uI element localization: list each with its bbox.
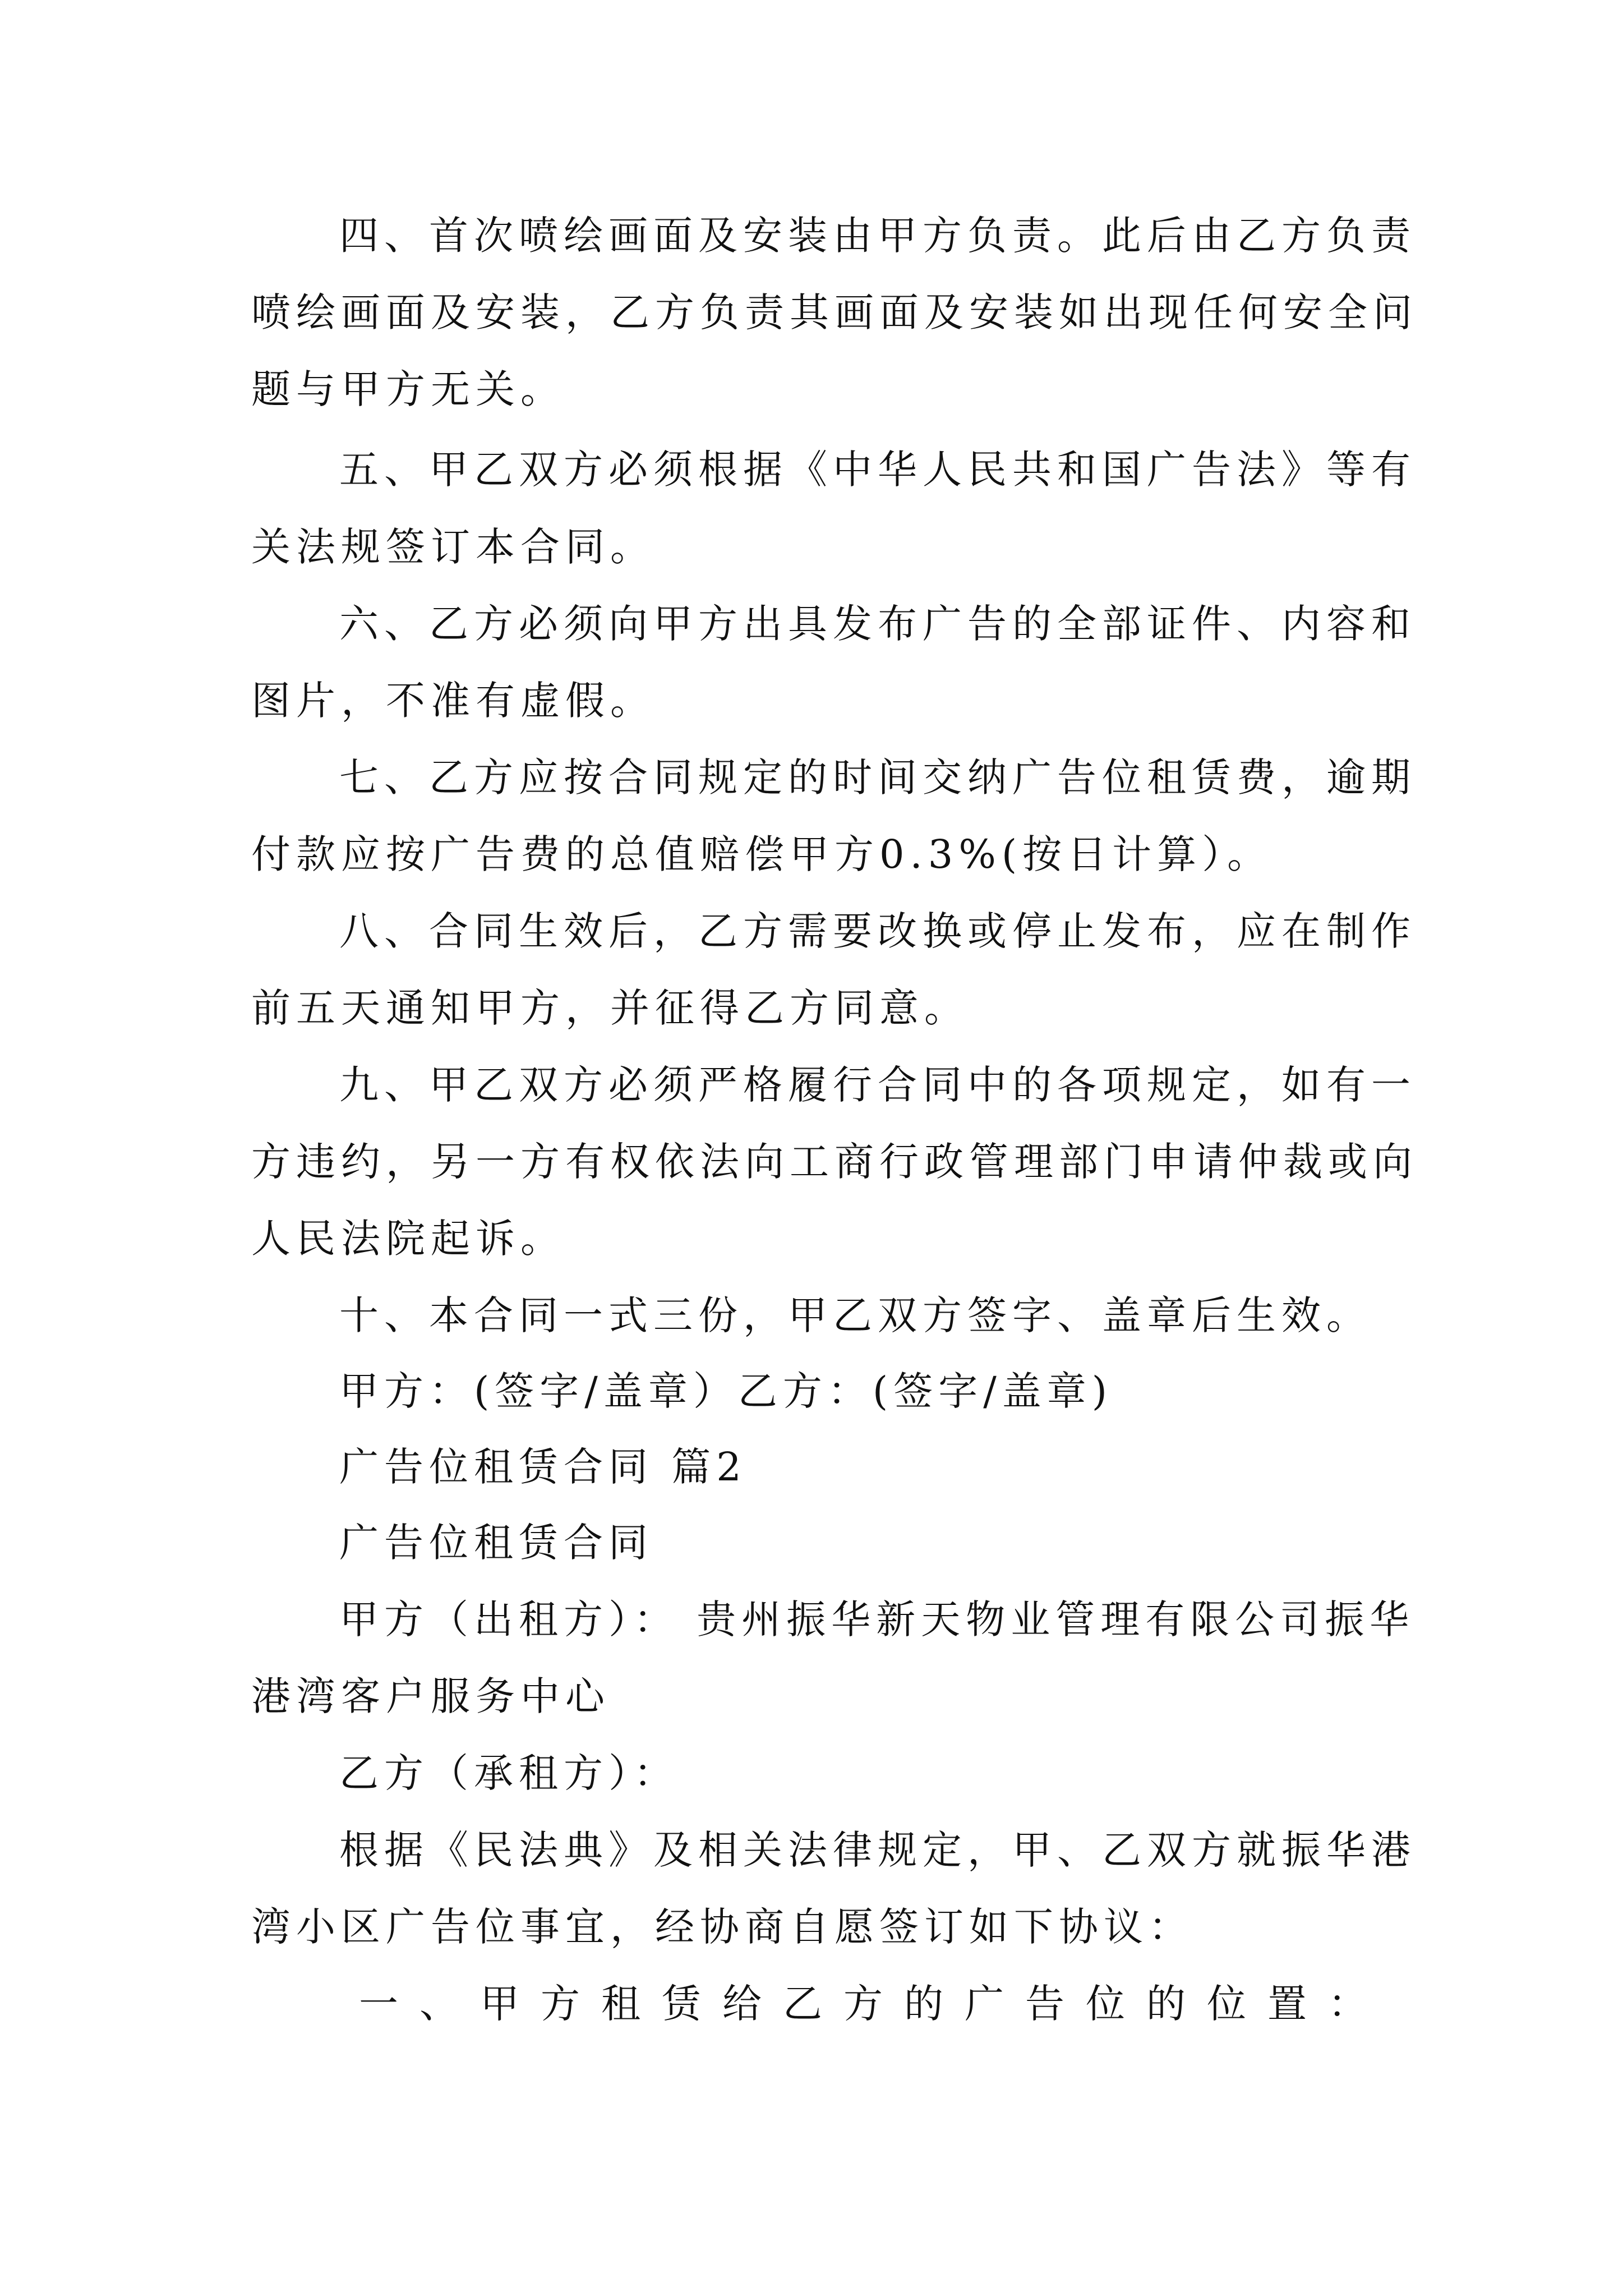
signature-line: 甲方：(签字/盖章）乙方：(签字/盖章) bbox=[339, 1368, 1113, 1414]
section-heading: 广告位租赁合同 篇2 bbox=[339, 1444, 747, 1490]
clause-4-line-3: 题与甲方无关。 bbox=[251, 366, 565, 412]
party-b-line: 乙方（承租方）： bbox=[339, 1750, 679, 1796]
party-a-line-2: 港湾客户服务中心 bbox=[251, 1673, 610, 1719]
preamble-line-1: 根据《民法典》及相关法律规定，甲、乙双方就振华港 bbox=[339, 1827, 1416, 1873]
clause-6-line-2: 图片，不准有虚假。 bbox=[251, 678, 655, 724]
clause-5-line-2: 关法规签订本合同。 bbox=[251, 524, 655, 570]
clause-8-line-1: 八、合同生效后，乙方需要改换或停止发布，应在制作 bbox=[339, 908, 1416, 954]
contract-title: 广告位租赁合同 bbox=[339, 1520, 653, 1566]
clause-9-line-3: 人民法院起诉。 bbox=[251, 1216, 565, 1262]
clause-7-line-2: 付款应按广告费的总值赔偿甲方0.3%(按日计算）。 bbox=[251, 831, 1272, 877]
clause-5-line-1: 五、甲乙双方必须根据《中华人民共和国广告法》等有 bbox=[339, 447, 1416, 493]
party-a-line-1: 甲方（出租方）： 贵州振华新天物业管理有限公司振华 bbox=[339, 1596, 1415, 1642]
article-1-line bbox=[359, 1970, 1389, 2037]
clause-7-line-1: 七、乙方应按合同规定的时间交纳广告位租赁费，逾期 bbox=[339, 754, 1416, 800]
clause-4-line-2: 喷绘画面及安装，乙方负责其画面及安装如出现任何安全问 bbox=[251, 289, 1418, 335]
clause-9-line-1: 九、甲乙双方必须严格履行合同中的各项规定，如有一 bbox=[339, 1062, 1416, 1108]
article-1-text: 一、甲方租赁给乙方的广告位的位置： bbox=[359, 1981, 1389, 2027]
clause-10-line: 十、本合同一式三份，甲乙双方签字、盖章后生效。 bbox=[339, 1292, 1371, 1338]
clause-4-line-1: 四、首次喷绘画面及安装由甲方负责。此后由乙方负责 bbox=[339, 213, 1416, 259]
preamble-line-2: 湾小区广告位事宜，经协商自愿签订如下协议： bbox=[251, 1904, 1193, 1950]
clause-9-line-2: 方违约，另一方有权依法向工商行政管理部门申请仲裁或向 bbox=[251, 1139, 1418, 1185]
clause-8-line-2: 前五天通知甲方，并征得乙方同意。 bbox=[251, 985, 969, 1031]
clause-6-line-1: 六、乙方必须向甲方出具发布广告的全部证件、内容和 bbox=[339, 601, 1416, 647]
